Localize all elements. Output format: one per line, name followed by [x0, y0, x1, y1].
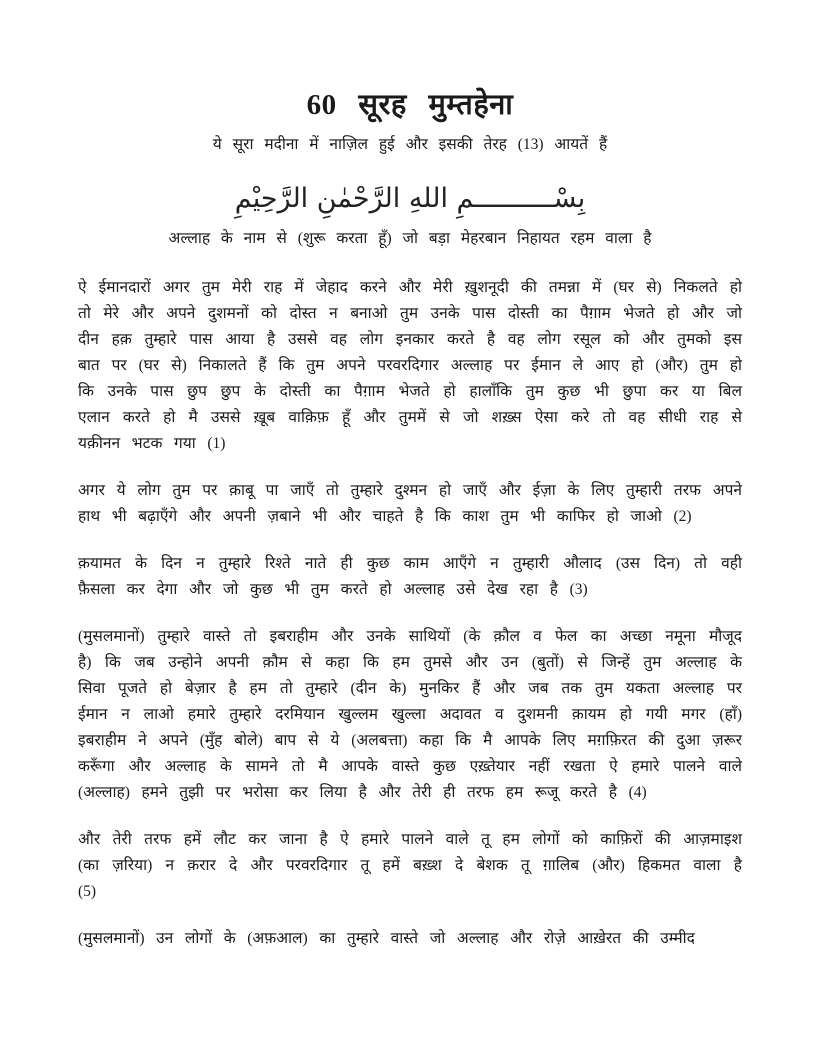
- surah-title: 60 सूरह मुम्तहेना: [306, 89, 514, 121]
- bismillah-calligraphy-icon: بِسْــــــــــمِ اللهِ الرَّحْمٰنِ الرَّحِيْمِ: [234, 182, 586, 214]
- bismillah-translation: अल्लाह के नाम से (शुरू करता हूँ) जो बड़ा मेहरबान निहायत रहम वाला है: [168, 229, 652, 247]
- verses-section: [78, 275, 742, 952]
- verse-paragraph-5: और तेरी तरफ हमें लौट कर जाना है ऐ हमारे पालने वाले तू हम लोगों को काफ़िरों की आज़माइश (का ज़रिया) न क़रार दे और परवरदिगार तू हमें बख़्श दे बेशक तू ग़ालिब (और) हिकमत वाला है (5): [78, 830, 742, 900]
- surah-subtitle: ये सूरा मदीना में नाज़िल हुई और इसकी तेरह (13) आयतें हैं: [212, 135, 608, 153]
- verse-paragraph-6-partial: (मुसलमानों) उन लोगों के (अफ़आल) का तुम्हारे वास्ते जो अल्लाह और रोज़े आख़ेरत की उम्मीद: [78, 929, 695, 947]
- verse-paragraph-3: क़यामत के दिन न तुम्हारे रिश्ते नाते ही कुछ काम आएँगे न तुम्हारी औलाद (उस दिन) तो वही फ़ैसला कर देगा और जो कुछ भी तुम करते हो अल्लाह उसे देख रहा है (3): [78, 554, 742, 598]
- verse-paragraph-4: (मुसलमानों) तुम्हारे वास्ते तो इबराहीम और उनके साथियों (के क़ौल व फेल का अच्छा नमूना मौजूद है) कि जब उन्होने अपनी क़ौम से कहा कि हम तुमसे और उन (बुतों) से जिन्हें तुम अल्लाह के सिवा पूजते हो बेज़ार है हम तो तुम्हारे (दीन के) मुनकिर हैं और जब तक तुम यकता अल्लाह पर ईमान न लाओ हमारे तुम्हारे दरमियान खुल्लम खुल्ला अदावत व दुशमनी क़ायम हो गयी मगर (हाँ) इबराहीम ने अपने (मुँह बोले) बाप से ये (अलबत्ता) कहा कि मै आपके लिए मग़फ़िरत की दुआ ज़रूर करूँगा और अल्लाह के सामने तो मै आपके वास्ते कुछ एख़्तेयार नहीं रखता ऐ हमारे पालने वाले (अल्लाह) हमने तुझी पर भरोसा कर लिया है और तेरी ही तरफ हम रूजू करते है (4): [78, 627, 742, 801]
- verse-paragraph-1: ऐ ईमानदारों अगर तुम मेरी राह में जेहाद करने और मेरी ख़ुशनूदी की तमन्ना में (घर से) निकलते हो तो मेरे और अपने दुशमनों को दोस्त न बनाओ तुम उनके पास दोस्ती का पैग़ाम भेजते हो और जो दीन हक़ तुम्हारे पास आया है उससे वह लोग इनकार करते है वह लोग रसूल को और तुमको इस बात पर (घर से) निकालते हैं कि तुम अपने परवरदिगार अल्लाह पर ईमान ले आए हो (और) तुम हो कि उनके पास छुप छुप के दोस्ती का पैग़ाम भेजते हो हालाँकि तुम कुछ भी छुपा कर या बिल एलान करते हो मै उससे ख़ूब वाक़िफ़ हूँ और तुममें से जो शख़्स ऐसा करे तो वह सीधी राह से यक़ीनन भटक गया (1): [78, 278, 742, 452]
- verse-paragraph-2: अगर ये लोग तुम पर क़ाबू पा जाएँ तो तुम्हारे दुश्मन हो जाएँ और ईज़ा के लिए तुम्हारी तरफ अपने हाथ भी बढ़ाएँगे और अपनी ज़बाने भी और चाहते है कि काश तुम भी काफिर हो जाओ (2): [78, 481, 742, 525]
